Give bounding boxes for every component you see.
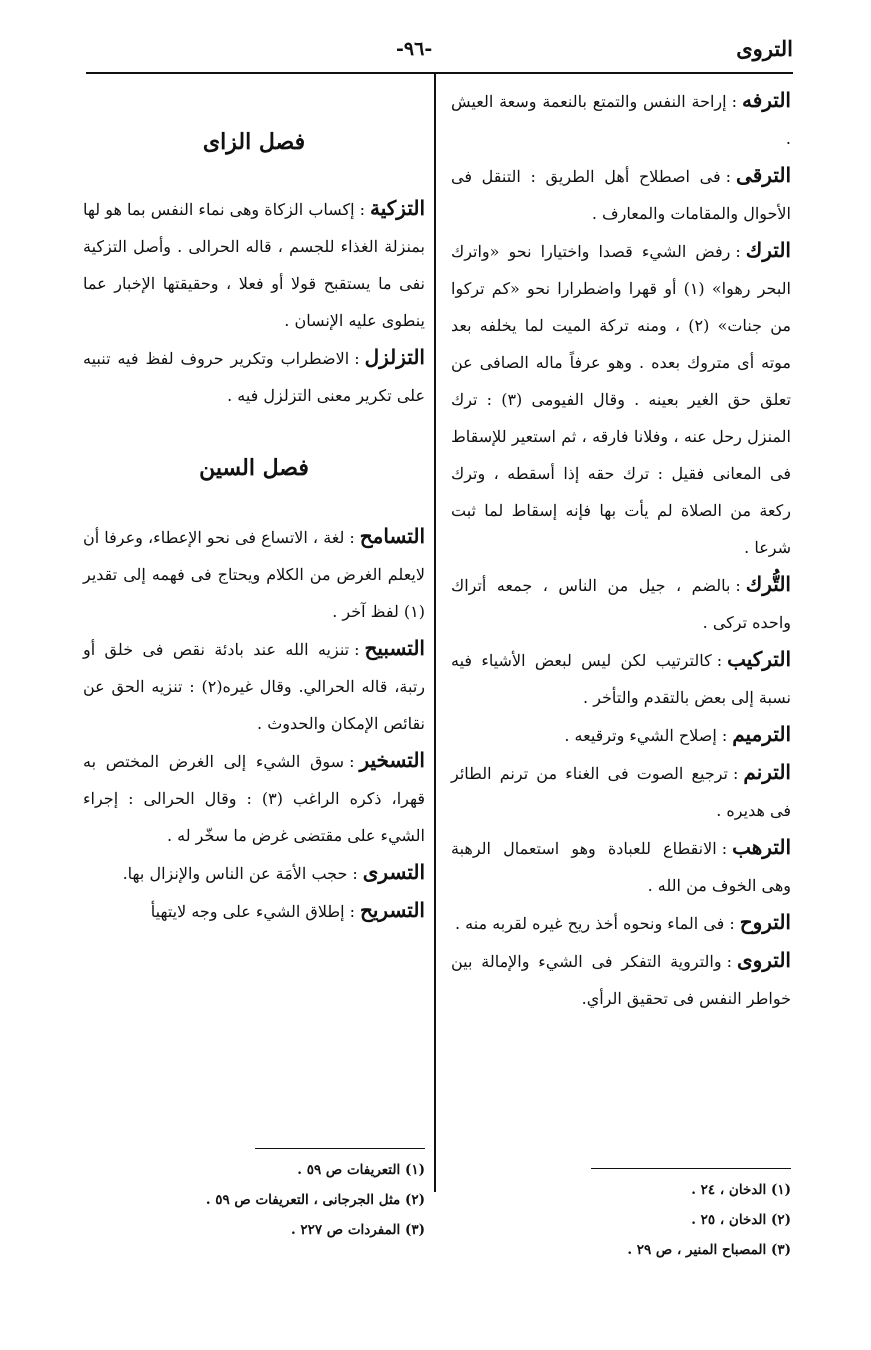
entry-altazalzul	[83, 339, 425, 414]
page-header	[86, 36, 793, 66]
entry-separator: :	[349, 752, 355, 771]
entry-altasamuh	[83, 518, 425, 630]
footnote-item: (٣) المفردات ص ٢٢٧ .	[290, 1222, 425, 1238]
entry-definition: والتروية التفكر فى الشيء والإمالة بين خواطر النفس فى تحقيق الرأي.	[451, 952, 791, 1008]
entry-definition: سوق الشيء إلى الغرض المختص به قهرا، ذكره الراغب (٣) : وقال الحرالى : إجراء الشيء على مقتضى غرض ما سخّر له .	[83, 752, 425, 845]
entry-term: التروى	[736, 948, 791, 972]
page-number: -٩٦-	[396, 38, 433, 60]
entry-altasbih	[83, 630, 425, 742]
entry-definition: إراحة النفس والتمتع بالنعمة وسعة العيش .	[451, 92, 791, 148]
entry-definition: إطلاق الشيء على وجه لايتهيأ	[150, 902, 345, 921]
section-title-sin: فصل السين	[199, 455, 309, 481]
entry-altaskhir	[83, 742, 425, 854]
entry-separator: :	[735, 576, 741, 595]
entry-term: التركيب	[727, 647, 791, 671]
entry-altarannum	[451, 754, 791, 829]
entry-definition: رفض الشيء قصدا واختيارا نحو «واترك البحر رهوا» (١) أو قهرا واضطرارا نحو «كم تركوا من جنات» (٢) ، ومنه تركة الميت لما يخلفه بعد موته أى متروك بعده . وهو عرفاً ماله الصافى عن تعلق حق الغير بعينه . وقال الفيومى (٣) : ترك المنزل رحل عنه ، وفلانا فارقه ، ثم استعير للإسقاط فى المعانى فقيل : ترك حقه إذا أسقطه ، وترك ركعة من الصلاة لم يأت بها فإنه إسقاط لما ثبت شرعا .	[451, 242, 791, 557]
column-divider	[434, 74, 436, 1192]
footnote-rule	[591, 1168, 791, 1169]
entry-definition: فى اصطلاح أهل الطريق : التنقل فى الأحوال والمقامات والمعارف .	[451, 167, 791, 223]
entry-term: الترنم	[743, 760, 791, 784]
entry-altark	[451, 232, 791, 566]
entry-term: الترميم	[732, 722, 791, 746]
entry-separator: :	[733, 764, 739, 783]
entry-definition: لغة ، الاتساع فى نحو الإعطاء، وعرفا أن لايعلم الغرض من الكلام ويحتاج فى فهمه إلى تقدير (١) لفظ آخر .	[83, 528, 425, 621]
entry-definition: إكساب الزكاة وهى نماء النفس بما هو لها بمنزلة الغذاء للجسم ، قاله الحرالى . وأصل التزكية نفى ما يستقبح قولا أو فعلا ، وحقيقتها الإخبار عما ينطوى عليه الإنسان .	[83, 200, 425, 330]
entry-alturk	[451, 566, 791, 641]
entry-separator: :	[735, 242, 741, 261]
entry-separator: :	[716, 651, 723, 670]
entry-term: التسريح	[359, 898, 425, 922]
entry-definition: حجب الأمَة عن الناس والإنزال بها.	[122, 864, 348, 883]
entry-definition: إصلاح الشيء وترقيعه .	[564, 726, 717, 745]
entry-definition: بالضم ، جيل من الناس ، جمعه أتراك واحده تركى .	[451, 576, 791, 632]
entry-separator: :	[354, 349, 360, 368]
entry-altasarri	[83, 854, 425, 892]
footnote-item: (٢) مثل الجرجانى ، التعريفات ص ٥٩ .	[205, 1192, 425, 1208]
footnotes-right	[451, 1168, 791, 1265]
entry-separator: :	[721, 839, 728, 858]
entry-separator: :	[359, 200, 365, 219]
entry-separator: :	[721, 726, 728, 745]
entry-separator: :	[354, 640, 360, 659]
entry-separator: :	[731, 92, 737, 111]
entry-definition: تنزيه الله عند بادئة نقص فى خلق أو رتبة، قاله الحرالي. وقال غيره(٢) : تنزيه الحق عن نقائص الإمكان والحدوث .	[83, 640, 425, 733]
footnote-item: (١) التعريفات ص ٥٩ .	[297, 1162, 425, 1178]
entry-altasrih	[83, 892, 425, 930]
entry-term: الترقى	[736, 163, 791, 187]
entry-altarafuh	[451, 82, 791, 157]
entry-separator: :	[725, 167, 732, 186]
entry-definition: الانقطاع للعبادة وهو استعمال الرهبة وهى الخوف من الله .	[451, 839, 791, 895]
entry-definition: الاضطراب وتكرير حروف لفظ فيه تنبيه على تكرير معنى التزلزل فيه .	[83, 349, 425, 405]
entry-definition: كالترتيب لكن ليس لبعض الأشياء فيه نسبة إلى بعض بالتقدم والتأخر .	[451, 651, 791, 707]
entry-separator: :	[729, 914, 735, 933]
entry-term: التُّرك	[745, 572, 791, 596]
footnote-rule	[255, 1148, 425, 1149]
entry-term: التسخير	[359, 748, 425, 772]
entry-term: التزلزل	[364, 345, 425, 369]
running-head: التروى	[736, 36, 793, 61]
entry-altarahhub	[451, 829, 791, 904]
entry-separator: :	[349, 902, 355, 921]
entry-term: الترك	[745, 238, 791, 262]
right-column	[451, 82, 791, 1017]
entry-altarawwi	[451, 942, 791, 1017]
entry-separator: :	[349, 528, 355, 547]
entry-term: التسرى	[362, 860, 425, 884]
entry-separator: :	[352, 864, 358, 883]
entry-term: التسبيح	[364, 636, 425, 660]
entry-term: التزكية	[370, 196, 425, 220]
entry-term: التسامح	[359, 524, 425, 548]
footnote-item: (٢) الدخان ، ٢٥ .	[691, 1212, 791, 1228]
entry-definition: ترجيع الصوت فى الغناء من ترنم الطائر فى هديره .	[451, 764, 791, 820]
entry-term: الترفه	[741, 88, 791, 112]
entry-altaraqqi	[451, 157, 791, 232]
footnotes-left	[83, 1148, 425, 1245]
entry-altarmim	[451, 716, 791, 754]
section-title-zay: فصل الزاى	[202, 129, 306, 155]
footnote-item: (٣) المصباح المنير ، ص ٢٩ .	[627, 1242, 791, 1258]
entry-term: الترهب	[732, 835, 791, 859]
entry-definition: فى الماء ونحوه أخذ ريح غيره لقربه منه .	[454, 914, 725, 933]
entry-altazkiya	[83, 190, 425, 339]
footnote-item: (١) الدخان ، ٢٤ .	[691, 1182, 791, 1198]
entry-altarawwuh	[451, 904, 791, 942]
entry-term: التروح	[739, 910, 791, 934]
entry-separator: :	[726, 952, 732, 971]
header-rule	[86, 72, 793, 74]
entry-altarkib	[451, 641, 791, 716]
left-column	[83, 82, 425, 930]
